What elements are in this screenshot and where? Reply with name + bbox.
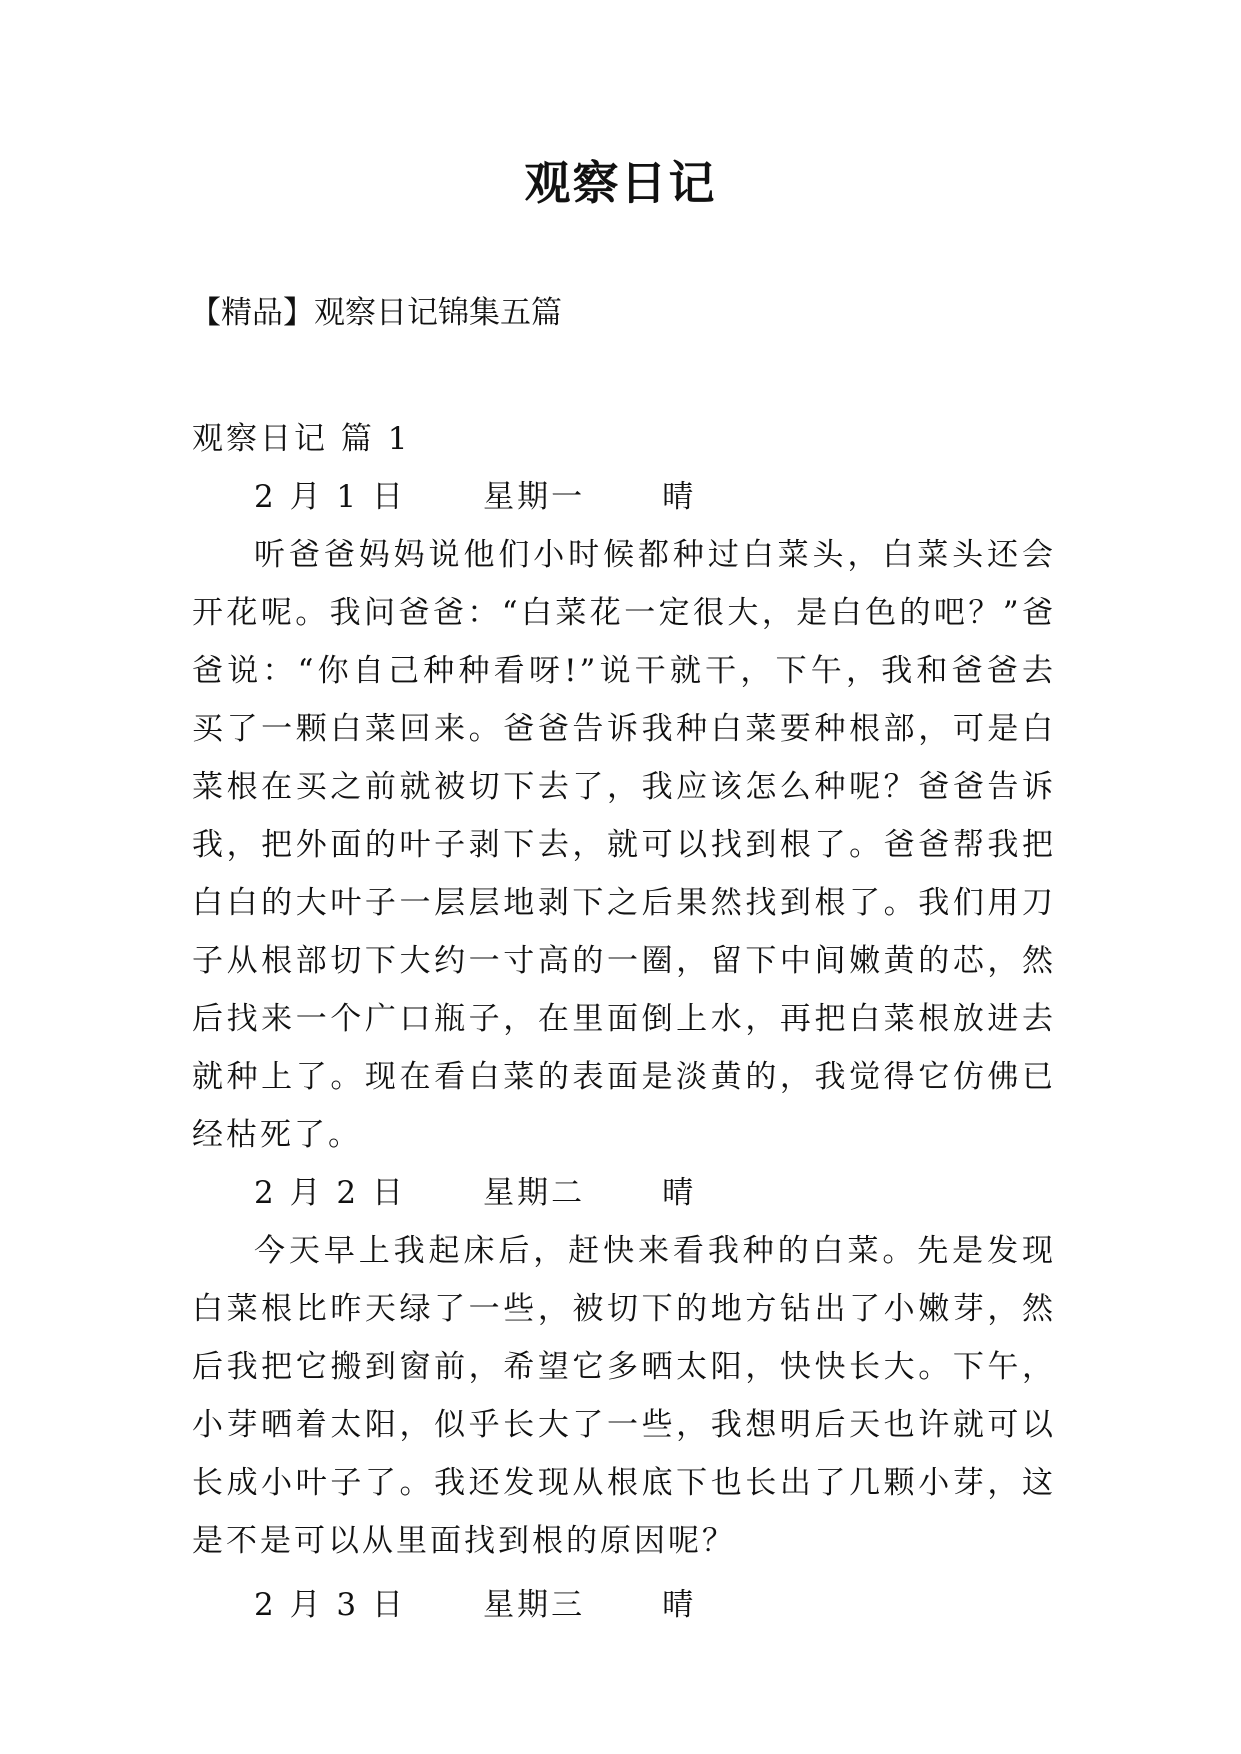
document-title: 观察日记 <box>524 156 717 210</box>
document-body <box>192 410 1056 1634</box>
entry-paragraph-2: 今天早上我起床后，赶快来看我种的白菜。先是发现白菜根比昨天绿了一些，被切下的地方钻出了小嫩芽，然后我把它搬到窗前，希望它多晒太阳，快快长大。下午，小芽晒着太阳，似乎长大了一些，我想明后天也许就可以长成小叶子了。我还发现从根底下也长出了几颗小芽，这是不是可以从里面找到根的原因呢？ <box>192 1233 1056 1559</box>
entry-date-2: 2 月 2 日 星期二 晴 <box>254 1175 697 1211</box>
entry-paragraph-1: 听爸爸妈妈说他们小时候都种过白菜头，白菜头还会开花呢。我问爸爸：“白菜花一定很大，是白色的吧？”爸爸说：“你自己种种看呀!”说干就干，下午，我和爸爸去买了一颗白菜回来。爸爸告诉我种白菜要种根部，可是白菜根在买之前就被切下去了，我应该怎么种呢？爸爸告诉我，把外面的叶子剥下去，就可以找到根了。爸爸帮我把白白的大叶子一层层地剥下之后果然找到根了。我们用刀子从根部切下大约一寸高的一圈，留下中间嫩黄的芯，然后找来一个广口瓶子，在里面倒上水，再把白菜根放进去就种上了。现在看白菜的表面是淡黄的，我觉得它仿佛已经枯死了。 <box>192 537 1056 1153</box>
document-subtitle: 【精品】观察日记锦集五篇 <box>190 295 562 331</box>
entry-date-3: 2 月 3 日 星期三 晴 <box>254 1587 697 1623</box>
entry-date-1: 2 月 1 日 星期一 晴 <box>254 479 697 515</box>
section-heading: 观察日记 篇 1 <box>192 421 411 457</box>
